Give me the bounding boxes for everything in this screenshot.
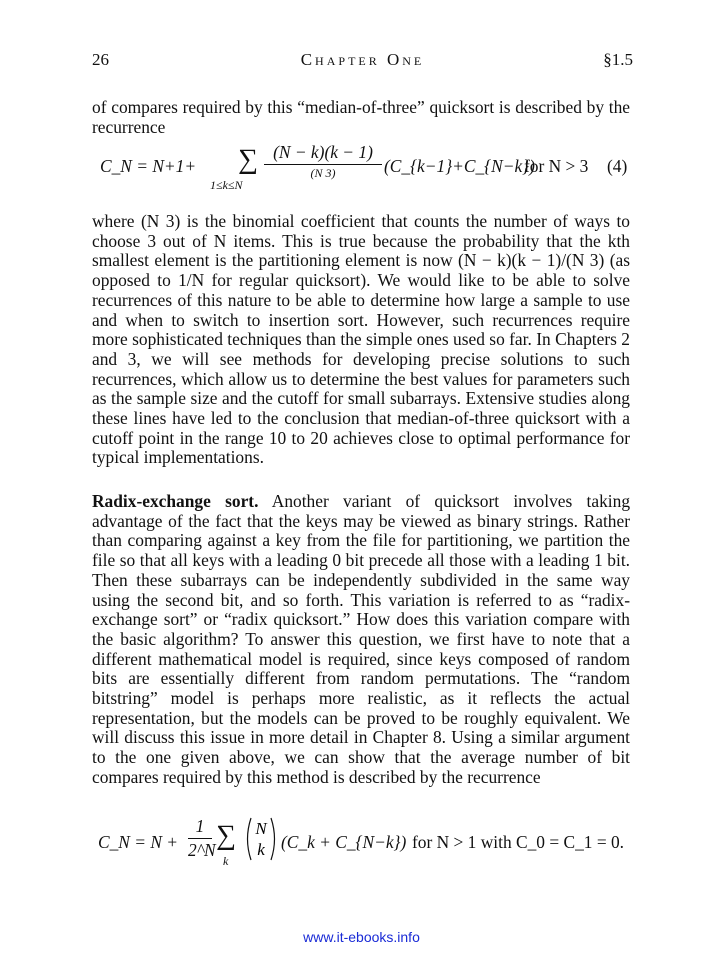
- eq1-denominator: (N 3): [310, 166, 336, 180]
- eq2-binom-top: N: [255, 819, 267, 838]
- radix-exchange-heading: Radix-exchange sort.: [92, 491, 259, 511]
- eq2-coefficient: [188, 816, 216, 861]
- eq2-tail: (C_k + C_{N−k}): [281, 832, 407, 852]
- eq2-binom-right-paren: [271, 818, 275, 860]
- eq1-fraction-bar: [264, 164, 382, 165]
- eq2-binom-bottom: k: [257, 840, 265, 859]
- eq1-tail: (C_{k−1}+C_{N−k}): [384, 156, 535, 176]
- paragraph-binomial-explanation: where (N 3) is the binomial coefficient that counts the number of ways to choose 3 out of N items. This is true because the probability that the kth smallest element is the partitioning element is now (N − k)(k − 1)/(N 3) (as opposed to 1/N for regular quicksort). We would like to be able to solve recurrences of this nature to be able to determine how large a sample to use and when to switch to insertion sort. However, such recurrences require more sophisticated techniques than the simple ones used so far. In Chapters 2 and 3, we will see methods for developing precise solutions to such recurrences, which allow us to determine the best values for parameters such as the sample size and the cutoff for small subarrays. Extensive studies along these lines have led to the conclusion that median-of-three quicksort with a cutoff point in the range 10 to 20 achieves close to optimal performance for typical implementations.: [92, 211, 630, 468]
- eq2-coef-numerator: 1: [195, 816, 205, 836]
- eq2-sum-index: k: [223, 854, 229, 868]
- chapter-title: Chapter One: [300, 50, 425, 69]
- eq2-coef-bar: [188, 838, 212, 839]
- eq2-binom-left-paren: [248, 818, 252, 860]
- eq1-fraction: [264, 142, 382, 181]
- eq1-number: (4): [607, 156, 628, 176]
- footer-website-link[interactable]: www.it-ebooks.info: [303, 929, 420, 945]
- eq1-sum-symbol: ∑: [238, 144, 258, 175]
- section-number: §1.5: [603, 50, 633, 69]
- radix-exchange-text: Another variant of quicksort involves taking advantage of the fact that the keys may be viewed as binary strings. Rather than comparing against a key from the file for partitioning, we partition the file so that all keys with a leading 0 bit precede all those with a leading 1 bit. Then these subarrays can be independently subdivided in the same way using the second bit, and so forth. This variation is referred to as “radix-exchange sort” or “radix quicksort.” How does this variation compare with the basic algorithm? To answer this question, we first have to note that a different mathematical model is required, since keys composed of random bits are essentially different from random permutations. The “random bitstring” model is perhaps more realistic, as it reflects the actual representation, but the models can be proved to be roughly equivalent. We will discuss this issue in more detail in Chapter 8. Using a similar argument to the one given above, we can show that the average number of bit compares required by this method is described by the recurrence: [92, 491, 631, 787]
- eq2-sum-symbol: ∑: [216, 820, 236, 851]
- eq2-coef-denominator: 2^N: [188, 840, 216, 860]
- eq2-binomial: [243, 816, 279, 862]
- equation-radix-exchange: [92, 812, 630, 872]
- running-head: [92, 50, 633, 72]
- equation-median-of-three: [92, 138, 630, 200]
- eq1-sum-index: 1≤k≤N: [210, 178, 243, 192]
- eq1-condition: for N > 3: [524, 156, 589, 176]
- paragraph-intro: of compares required by this “median-of-three” quicksort is described by the recurrence: [92, 97, 630, 137]
- eq2-lhs: C_N = N +: [98, 832, 179, 852]
- eq1-lhs: C_N = N+1+: [100, 156, 197, 176]
- eq1-numerator: (N − k)(k − 1): [273, 142, 373, 162]
- paragraph-radix-exchange: [92, 492, 630, 788]
- page-number: 26: [92, 50, 109, 69]
- eq2-condition: for N > 1 with C_0 = C_1 = 0.: [412, 832, 625, 852]
